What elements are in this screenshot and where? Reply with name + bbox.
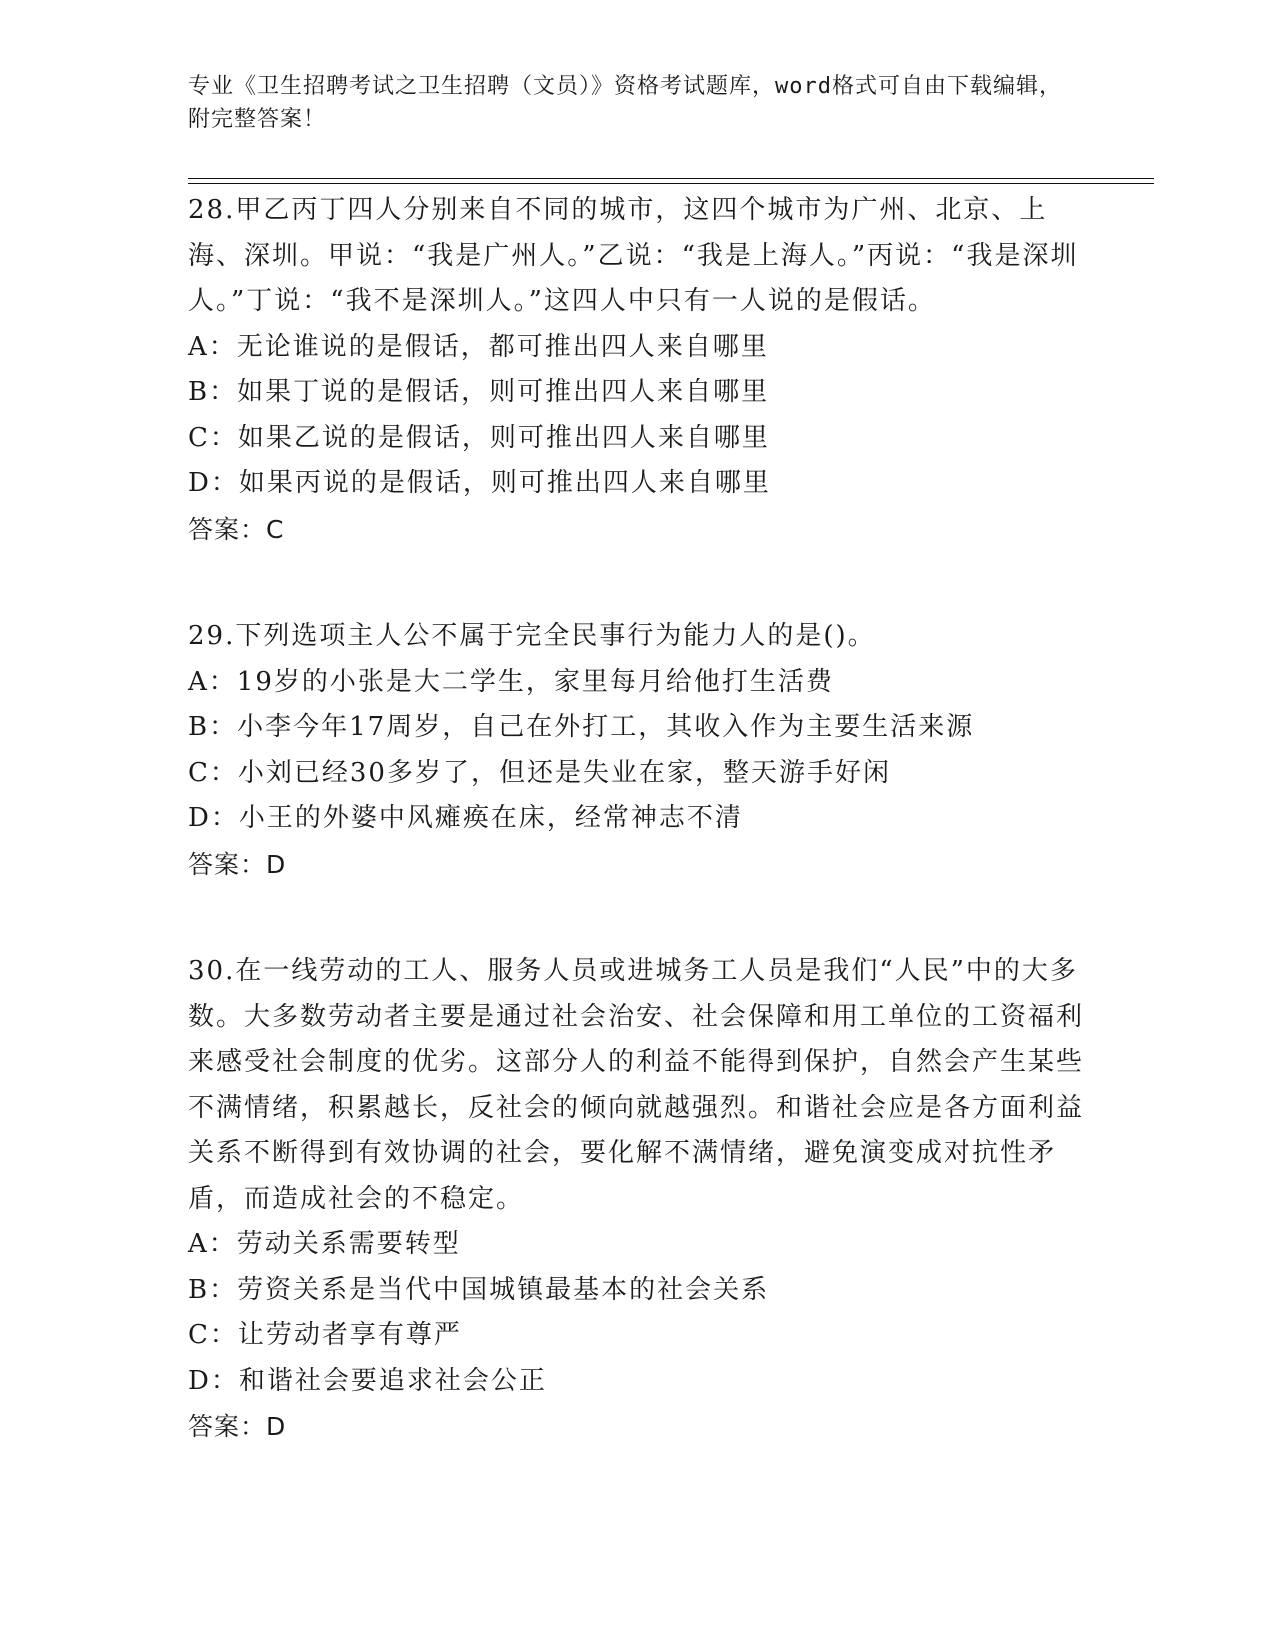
question-30 [188,949,1088,1450]
option-d: D：如果丙说的是假话，则可推出四人来自哪里 [188,468,771,498]
option-d: D：和谐社会要追求社会公正 [188,1365,547,1396]
option-c: C：小刘已经30多岁了，但还是失业在家，整天游手好闲 [188,757,891,788]
question-29 [188,614,1088,887]
question-28 [188,188,1088,552]
answer-line: 答案：D [188,849,287,879]
answer-line: 答案：C [188,514,285,544]
option-a: A：19岁的小张是大二学生，家里每月给他打生活费 [188,666,834,697]
option-b: B：如果丁说的是假话，则可推出四人来自哪里 [188,377,770,407]
option-c: C：让劳动者享有尊严 [188,1320,462,1350]
option-a: A：劳动关系需要转型 [188,1229,461,1259]
question-list [188,188,1088,1512]
question-stem: 29.下列选项主人公不属于完全民事行为能力人的是()。 [188,621,876,651]
question-stem: 30.在一线劳动的工人、服务人员或进城务工人员是我们“人民”中的大多数。大多数劳动者主要是通过社会治安、社会保障和用工单位的工资福利来感受社会制度的优劣。这部分人的利益不能得到保护，自然会产生某些不满情绪，积累越长，反社会的倾向就越强烈。和谐社会应是各方面利益关系不断得到有效协调的社会，要化解不满情绪，避免演变成对抗性矛盾，而造成社会的不稳定。 [188,956,1085,1214]
option-b: B：小李今年17周岁，自己在外打工，其收入作为主要生活来源 [188,712,975,742]
option-c: C：如果乙说的是假话，则可推出四人来自哪里 [188,422,770,453]
option-b: B：劳资关系是当代中国城镇最基本的社会关系 [188,1274,770,1305]
header-divider-top [188,178,1154,179]
question-stem: 28.甲乙丙丁四人分别来自不同的城市，这四个城市为广州、北京、上海、深圳。甲说：“我是广州人。”乙说：“我是上海人。”丙说：“我是深圳人。”丁说：“我不是深圳人。”这四人中只有一人说的是假话。 [188,195,1079,316]
answer-line: 答案：D [188,1412,287,1441]
header-divider-bottom [188,183,1154,184]
option-a: A：无论谁说的是假话，都可推出四人来自哪里 [188,331,769,362]
option-d: D：小王的外婆中风瘫痪在床，经常神志不清 [188,803,743,833]
document-header: 专业《卫生招聘考试之卫生招聘（文员）》资格考试题库，word格式可自由下载编辑，附完整答案！ [188,74,1062,132]
